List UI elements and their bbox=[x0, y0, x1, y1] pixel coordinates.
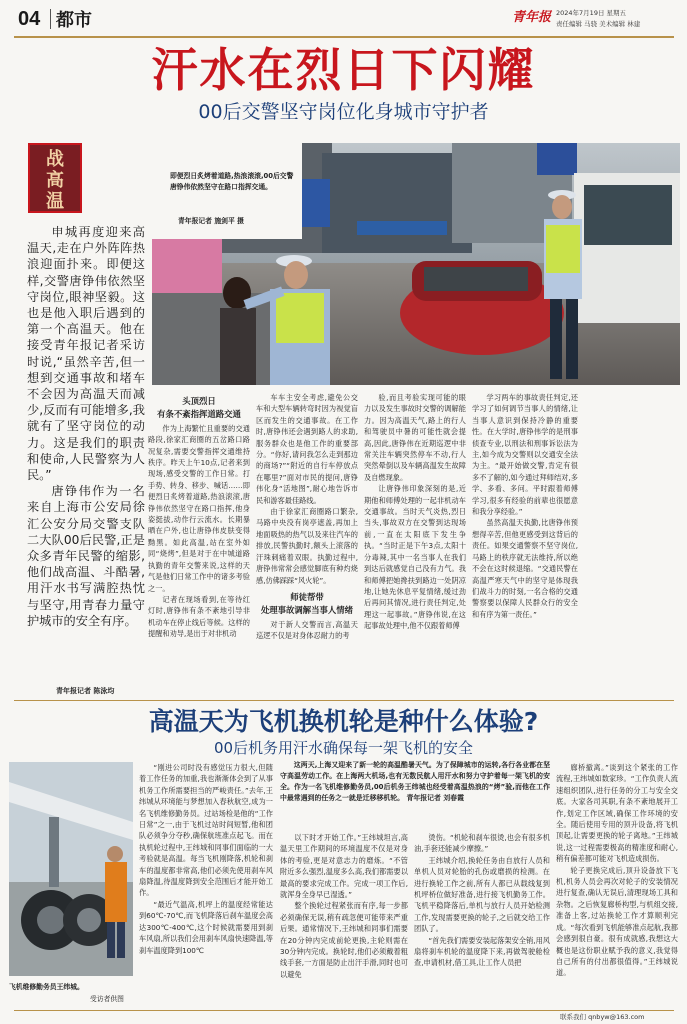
editor-credits: 责任编辑 马骁 美术编辑 林建 bbox=[556, 20, 641, 28]
body-paragraph: 车车主安全考虑,避免公交车和大型车辆转弯时因为视觉盲区而发生的交通事故。在工作时,唐铮伟还会遇到路人的求助,服务群众也是他工作的重要部分。“你好,请问我怎么走到那边的商场?”“附近的自行车停放点在哪里?”面对市民的提问,唐铮伟化身“活地图”,耐心地告诉市民和游客最佳路线。 bbox=[256, 393, 358, 505]
newspaper-logo: 青年报 bbox=[512, 10, 552, 25]
body-paragraph: 验,而且考验实现可能的眼力以及发生事故时交警的调解能力。因为高温天气,路上的行人和驾驶员中暑的可能性就会提高,因此,唐铮伟在近期巡逻中非常关注车辆突然停车不动,行人突然晕倒以及车辆高温发生故障及自燃现象。 bbox=[364, 393, 466, 482]
section-name: 都市 bbox=[56, 10, 92, 31]
fight-heat-badge bbox=[28, 143, 82, 213]
badge-text: 战高温 bbox=[46, 149, 64, 212]
intro-paragraph: 唐铮伟作为一名来自上海市公安局徐汇公安分局交警支队二大队00后民警,正是众多青年民警的缩影,他们战高温、斗酷暑,用汗水书写满腔热忱与坚守,用青春力量守护城市的安全有序。 bbox=[27, 484, 145, 628]
body-paragraph: “最近气温高,机坪上的温度经常能达到60℃-70℃,而飞机降落后刹车温度会高达300℃-400℃,这个时候就需要用到刹车风扇,所以我们会用刹车风扇快速降温,等刹车温度降到100℃ bbox=[139, 899, 273, 955]
story2-col1 bbox=[139, 762, 273, 956]
story2-col4 bbox=[556, 762, 678, 979]
photo2-credit: 受访者供图 bbox=[90, 995, 124, 1003]
intro-paragraph: 申城再度迎来高温天,走在户外阵阵热浪迎面扑来。即便这样,交警唐铮伟依然坚守岗位,眼神坚毅。这也是他入职后遇到的第一个高温天。他在接受青年报记者采访时说,“虽然辛苦,但一想到交通事故和堵车不会因为高温天而减少,反而有可能增多,我就有了坚守岗位的动力。这是我们的职责和使命,人民警察为人民。” bbox=[27, 225, 145, 483]
photo1-caption: 即便烈日炙烤着道路,热浪滚滚,00后交警唐铮伟依然坚守在路口指挥交通。 bbox=[170, 172, 294, 191]
col2-title: 头顶烈日 bbox=[182, 396, 216, 406]
story1-headline: 汗水在烈日下闪耀 bbox=[151, 43, 536, 97]
story2-intro-reporter: 青年报记者 刘春霞 bbox=[406, 794, 464, 802]
body-paragraph: 以下时才开始工作。”王纬城坦言,高温天里工作期间的环境温度不仅是对身体的考验,更是对意志力的磨炼。“不管附近多么强烈,温度多么高,我们都需要以最高的要求完成工作。完成一项工作后,就浑身全身早已湿透。” bbox=[280, 833, 408, 900]
col3-title: 师徒帮带 bbox=[290, 591, 324, 602]
section-divider bbox=[50, 9, 51, 29]
col2-subtitle: 有条不紊指挥道路交通 bbox=[157, 409, 241, 420]
story2-subhead: 00后机务用汗水确保每一架飞机的安全 bbox=[213, 739, 474, 757]
story1-col2 bbox=[148, 394, 250, 640]
body-paragraph: 王纬城介绍,换轮任务由自放行人员和单机人员对轮胎的孔伤或磨损的检测。在进行换轮工作之前,所有人都已从载线复到机坪桥位做好准备,进行接飞机勤务工作。飞机平稳降落后,单机与放行人员开始检测工作,发现需要更换的轮子,之后就交给工作团队了。 bbox=[414, 855, 550, 934]
story1-subhead: 00后交警坚守岗位化身城市守护者 bbox=[198, 101, 489, 123]
story1-reporter: 青年报记者 陈泳均 bbox=[56, 687, 115, 695]
body-paragraph: 整个换轮过程紧张而有序,每一步都必须确保无误,稍有疏忽便可能带来严重后果。通常情况下,王纬城和同事们需要在20分钟内完成前轮更换,主轮则需在30分钟内完成。换轮时,他们必须戴着粗线手套,一方面是防止出汗手滑,同时也可以避免 bbox=[280, 901, 408, 979]
aircraft-mechanic-photo bbox=[9, 762, 133, 976]
story2-intro-box bbox=[280, 760, 550, 830]
footer-rule bbox=[14, 1010, 674, 1011]
photo2-caption: 飞机维修勤务员王纬城。 bbox=[9, 983, 84, 991]
body-paragraph: 学习两车的事故责任判定,还学习了如何调节当事人的情绪,让当事人意识到保持冷静的重要性。在大学时,唐铮伟学的是刑事侦查专业,以刑法和刑事诉讼法为主,如今成为交警则以交通安全法为主。“最开始做交警,肯定有很多不了解的,如今通过拜师结对,多学、多看、多问。平时跟着师傅学习,很多有经验的前辈也很愿意和我分享经验。” bbox=[472, 393, 578, 517]
story1-col4 bbox=[364, 392, 466, 632]
body-paragraph: 让唐铮伟印象深刻的是,近期他和师傅处理的一起非机动车交通事故。当时天气炎热,烈日当头,事故双方在交警到达现场前,一直在太阳底下发生争执。“当时正是下午3点,太阳十分毒辣,其中一名当事人在我们到达后就感觉自己没有力气。我和师傅把她搀扶到路边一处阴凉地,让她先休息平复情绪,缓过劲后再问其情况,进行责任判定,处理这一起事故。”唐铮伟说,在这起事故处理中,他不仅跟着师傅 bbox=[364, 484, 466, 631]
page-header bbox=[0, 0, 687, 40]
body-paragraph: 由于徐家汇商圈路口繁杂,马路中央没有岗亭遮盖,再加上地面吸热的热气以及来往汽车的排放,民警执勤时,额头上滚落的汗珠刺痛着双眼。执勤过程中,唐铮伟常常会感觉脚底有种灼烧感,仿佛踩踩“风火轮”。 bbox=[256, 507, 358, 585]
story1-col5 bbox=[472, 392, 578, 620]
story2-intro-text: 这两天,上海又迎来了新一轮的高温酷暑天气。为了保障城市的运转,各行各业都在坚守高温劳动工作。在上海两大机场,也有无数民航人用汗水和努力守护着每一架飞机的安全。作为一名飞机维修勤务员,00后机务王纬城也经受着高温热浪的“烤”验,而他在工作中最常遇到的任务之一就是迁移移机轮。 bbox=[280, 761, 550, 802]
story1-col3 bbox=[256, 392, 358, 642]
body-paragraph: 虽然高温天执勤,比唐铮伟预想得辛苦,但他更感受到这背后的责任。如果交通警察不坚守岗位,马路上的秩序就无法维持,所以绝不会在这时候退缩。“交通民警在高温严寒天气中的坚守是体现我们战斗力的时刻,一名合格的交通警察要以保障人民群众行的安全和有序为第一责任。” bbox=[472, 518, 578, 619]
issue-date: 2024年7月19日 星期五 bbox=[556, 9, 627, 17]
body-paragraph: 廊桥撤离。”谈到这个紧张的工作流程,王纬城如数家珍。“工作负责人流速组织团队,进行任务的分工与安全交底。大家各司其职,有条不紊地展开工作,划定工作区域,确保工作环境的安全。随后使用专用的顶升设备,将飞机顶起,让需要更换的轮子离地。”王纬城说,这一过程需要极高的精准度和耐心,稍有偏差都可能对飞机造成损伤。 bbox=[556, 763, 678, 864]
body-paragraph: 作为上海繁忙且重要的交通路段,徐家汇商圈的五岔路口路况复杂,需要交警指挥交通维持秩序。昨天上午10点,记者来到现场,感受交警的工作日常。打手势、转身、移步、喊话……即便烈日炙烤着道路,热浪滚滚,唐铮伟依然坚守在路口指挥,他身姿挺拔,动作行云流水。长期暴晒在户外,也让唐铮伟皮肤变得黝黑。如此高温,站在室外如同“烧烤”,但是对于在中城道路执勤的青年交警来说,这样的天气是他们日常工作中的诸多考验之一。 bbox=[148, 423, 250, 593]
body-paragraph: 对于新人交警而言,高温天巡逻不仅是对身体忍耐力的考 bbox=[256, 619, 358, 641]
story2-col3 bbox=[414, 832, 550, 969]
story1-intro bbox=[27, 224, 145, 629]
col3-subtitle: 处理事故调解当事人情绪 bbox=[260, 605, 354, 616]
photo2-illustration bbox=[9, 762, 133, 976]
photo1-credit: 青年报记者 施剑平 摄 bbox=[178, 217, 244, 225]
body-paragraph: “刚进公司时没有感觉压力很大,但随着工作任务的加重,我也渐渐体会到了从事机务工作所需要担当的严峻责任。”去年,王纬城从环境能与梦想加入春秋航空,成为一名飞机维修勤务员。过站场检是他的“工作日常”之一,由于飞机过站时间短暂,他和团队必须争分夺秒,确保航班准点起飞。而在执机轮过程中,王纬城和同事们面临的一大考验就是高温。每当飞机刚降落,机轮和刹车的温度都非常高,他们必须先使用刹车风扇降温,待温度降到安全范围后才能开始工作。 bbox=[139, 763, 273, 898]
story-divider bbox=[14, 700, 674, 701]
page-number: 04 bbox=[18, 8, 41, 30]
header-rule bbox=[14, 36, 674, 38]
body-paragraph: 烫伤。“机轮和刹车很烫,也会有很多机油,手套还能减少摩擦。” bbox=[414, 833, 550, 854]
story2-headline: 高温天为飞机换机轮是种什么体验? bbox=[148, 707, 539, 736]
body-paragraph: “首先我们需要安装起落架安全销,用风扇将刹车机轮的温度降下来,再做驾驶舱检查,申请机材,借工具,让工作人员把 bbox=[414, 935, 550, 968]
footer-contact: 联系我们 qnbyw@163.com bbox=[560, 1013, 645, 1021]
story2-intro bbox=[280, 760, 550, 804]
story2-col2 bbox=[280, 832, 408, 980]
body-paragraph: 记者在现场看到,在等待红灯时,唐铮伟有条不紊地引导非机动车在停止线后等候。这样的提醒和劝导,是出于对非机动 bbox=[148, 594, 250, 639]
body-paragraph: 轮子更换完成后,顶升设备放下飞机,机务人员会再次对轮子的安装情况进行复查,确认无误后,清理现场工具和杂物。之后恢复廊桥构型,与机组交接,准备上客,过站换轮工作才算顺利完成。“每次看到飞机能够准点起航,我都会感到很自豪。很有成就感,我想这大概也是这份职业赋予我的意义,我觉得自己所有的付出都很值得。”王纬城说道。 bbox=[556, 865, 678, 978]
